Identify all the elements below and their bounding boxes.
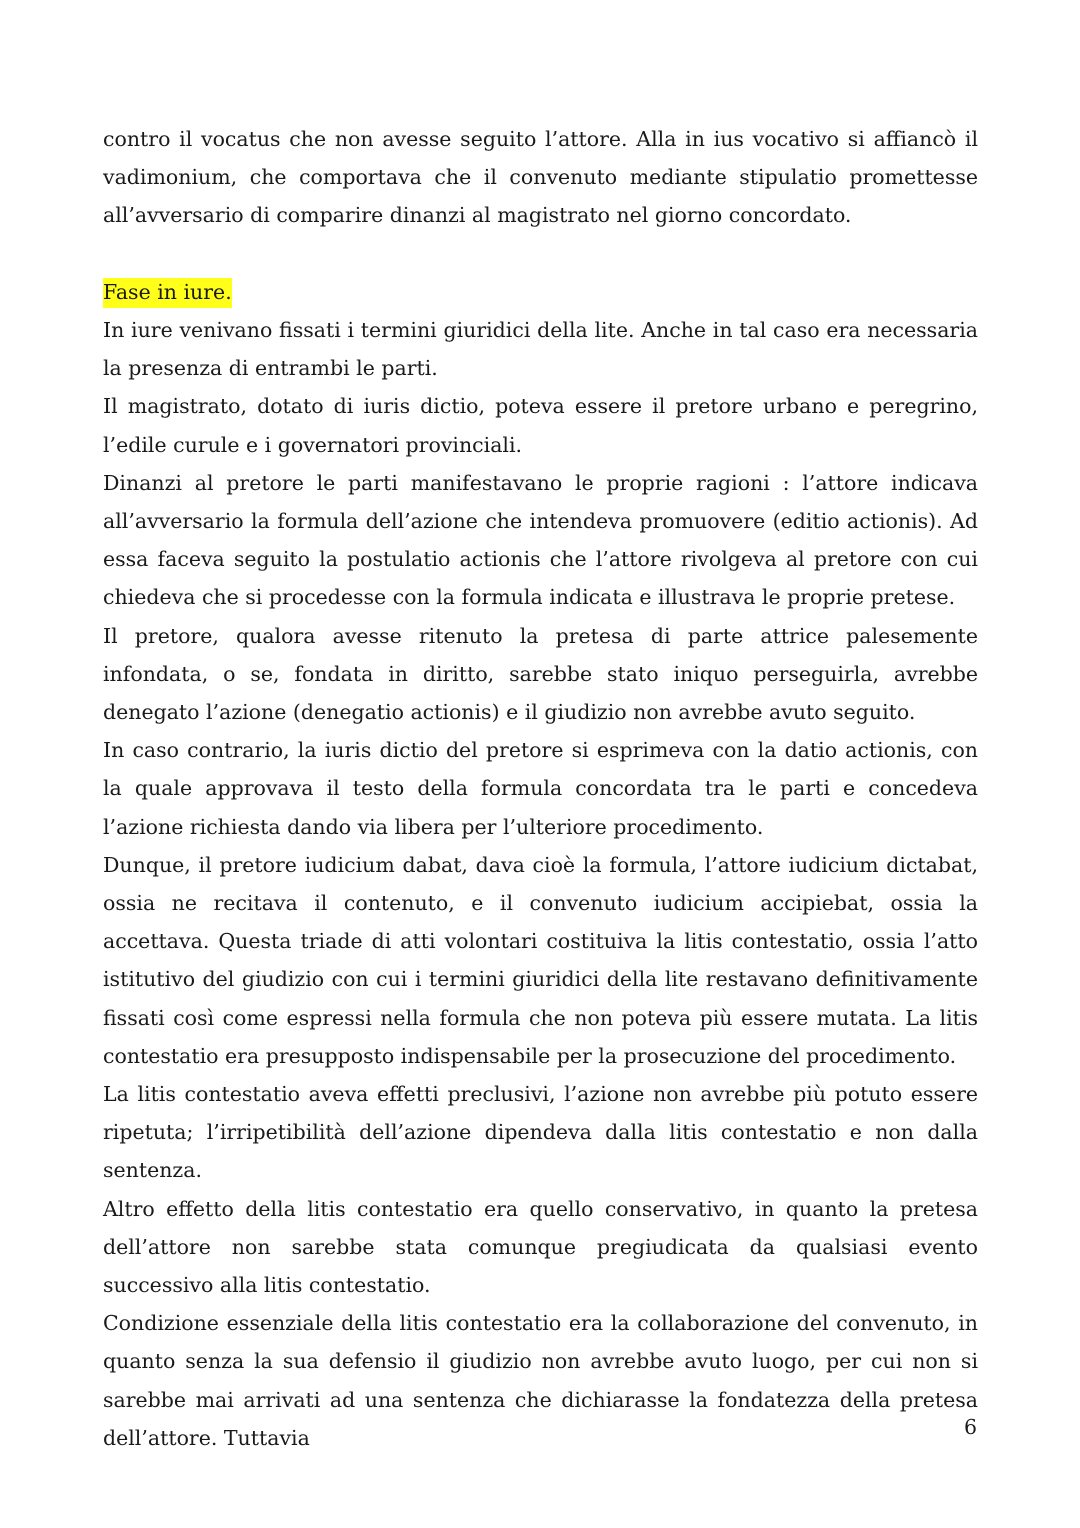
intro-paragraph: contro il vocatus che non avesse seguito l’attore. Alla in ius vocativo si affiancò il vadimonium, che comportava che il convenuto mediante stipulatio promettesse all’avversario di comparire dinanzi al magistrato nel giorno concordato. [103, 127, 978, 228]
paragraph-6: Dunque, il pretore iudicium dabat, dava cioè la formula, l’attore iudicium dictabat, ossia ne recitava il contenuto, e il convenuto iudicium accipiebat, ossia la accettava. Questa triade di atti volontari costituiva la litis contestatio, ossia l’atto istitutivo del giudizio con cui i termini giuridici della lite restavano definitivamente fissati così come espressi nella formula che non poteva più essere mutata. La litis contestatio era presupposto indispensabile per la prosecuzione del procedimento. [103, 852, 978, 1068]
document-page [103, 120, 978, 1457]
paragraph-9: Condizione essenziale della litis contestatio era la collaborazione del convenuto, in quanto senza la sua defensio il giudizio non avrebbe avuto luogo, per cui non si sarebbe mai arrivati ad una sentenza che dichiarasse la fondatezza della pretesa dell’attore. Tuttavia [103, 1311, 978, 1450]
highlighted-heading-text: Fase in iure. [103, 278, 232, 308]
paragraph-5: In caso contrario, la iuris dictio del pretore si esprimeva con la datio actionis, con la quale approvava il testo della formula concordata tra le parti e concedeva l’azione richiesta dando via libera per l’ulteriore procedimento. [103, 738, 978, 839]
section-heading [103, 273, 978, 311]
paragraph-4: Il pretore, qualora avesse ritenuto la pretesa di parte attrice palesemente infondata, o se, fondata in diritto, sarebbe stato iniquo perseguirla, avrebbe denegato l’azione (denegatio actionis) e il giudizio non avrebbe avuto seguito. [103, 623, 978, 725]
paragraph-spacer [103, 235, 978, 273]
page-number: 6 [963, 1415, 977, 1439]
paragraph-3: Dinanzi al pretore le parti manifestavano le proprie ragioni : l’attore indicava all’avversario la formula dell’azione che intendeva promuovere (editio actionis). Ad essa faceva seguito la postulatio actionis che l’attore rivolgeva al pretore con cui chiedeva che si procedesse con la formula indicata e illustrava le proprie pretese. [103, 470, 978, 610]
paragraph-8: Altro effetto della litis contestatio era quello conservativo, in quanto la pretesa dell’attore non sarebbe stata comunque pregiudicata da qualsiasi evento successivo alla litis contestatio. [103, 1196, 978, 1298]
paragraph-7: La litis contestatio aveva effetti preclusivi, l’azione non avrebbe più potuto essere ripetuta; l’irripetibilità dell’azione dipendeva dalla litis contestatio e non dalla sentenza. [103, 1082, 978, 1183]
paragraph-2: Il magistrato, dotato di iuris dictio, poteva essere il pretore urbano e peregrino, l’edile curule e i governatori provinciali. [103, 394, 978, 457]
paragraph-1: In iure venivano fissati i termini giuridici della lite. Anche in tal caso era necessaria la presenza di entrambi le parti. [103, 318, 978, 381]
